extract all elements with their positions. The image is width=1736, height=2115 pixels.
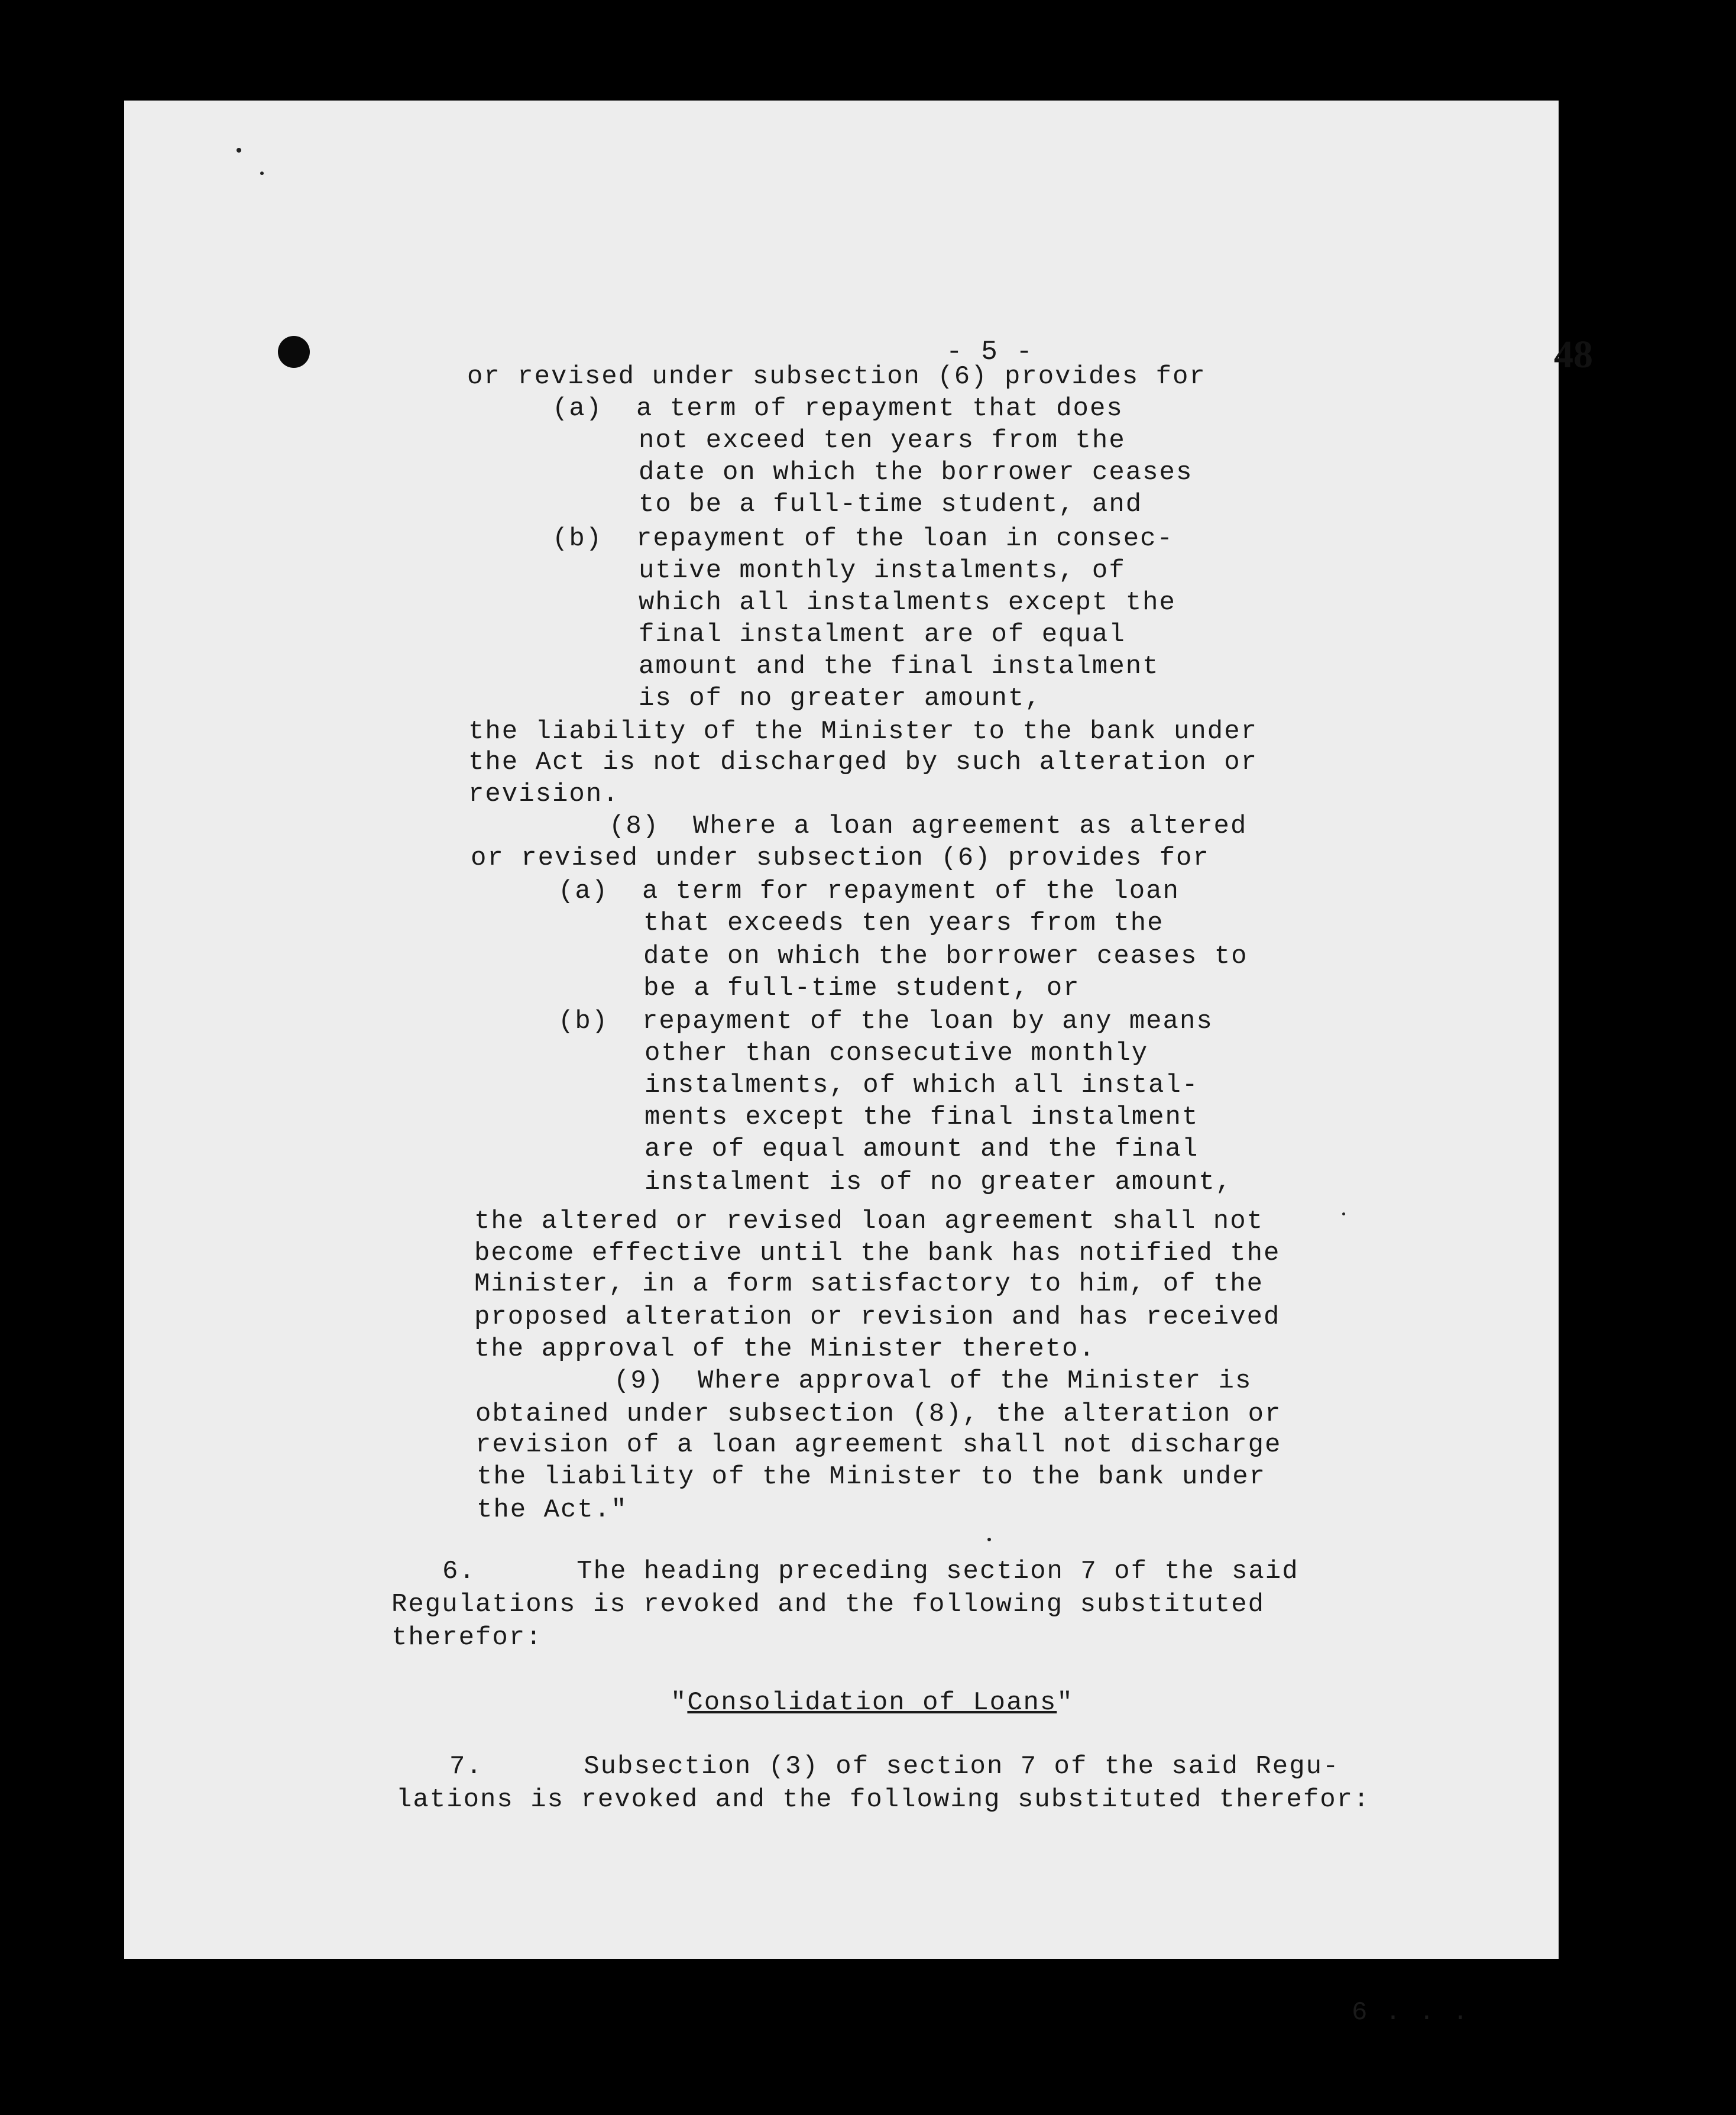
text-line: lations is revoked and the following substituted therefor: xyxy=(396,1785,1371,1815)
text-line: the Act." xyxy=(477,1495,628,1525)
folio-number: 48 xyxy=(1554,333,1593,376)
text-line: Minister, in a form satisfactory to him, of the xyxy=(474,1269,1264,1299)
text-line: (a) a term of repayment that does xyxy=(552,394,1123,423)
text-line: is of no greater amount, xyxy=(639,684,1042,713)
text-line: (b) repayment of the loan in consec- xyxy=(552,524,1174,554)
text-line: the Act is not discharged by such alteration or xyxy=(468,748,1258,777)
text-line: other than consecutive monthly xyxy=(644,1039,1149,1068)
text-line: the approval of the Minister thereto. xyxy=(474,1334,1096,1364)
text-line: or revised under subsection (6) provides for xyxy=(471,843,1210,873)
text-line: ments except the final instalment xyxy=(644,1102,1199,1132)
text-line: proposed alteration or revision and has received xyxy=(474,1302,1281,1332)
text-line: date on which the borrower ceases xyxy=(639,458,1193,487)
text-line: to be a full-time student, and xyxy=(639,490,1143,519)
text-line: amount and the final instalment xyxy=(639,652,1160,681)
text-line: revision of a loan agreement shall not discharge xyxy=(475,1430,1282,1460)
text-line: (a) a term for repayment of the loan xyxy=(558,877,1180,906)
text-line: 6. The heading preceding section 7 of the said xyxy=(442,1557,1299,1586)
text-line: final instalment are of equal xyxy=(639,620,1126,649)
text-line: that exceeds ten years from the xyxy=(643,908,1164,938)
text-line: the altered or revised loan agreement shall not xyxy=(474,1207,1264,1236)
text-line: (b) repayment of the loan by any means xyxy=(558,1007,1213,1036)
text-line: obtained under subsection (8), the alteration or xyxy=(475,1399,1282,1429)
page-number: - 5 - xyxy=(946,337,1034,367)
text-line: or revised under subsection (6) provides for xyxy=(467,362,1206,392)
text-line: utive monthly instalments, of xyxy=(639,556,1126,586)
section-heading: "Consolidation of Loans" xyxy=(671,1688,1074,1718)
text-line: date on which the borrower ceases to xyxy=(643,942,1248,971)
text-line: 7. Subsection (3) of section 7 of the said Regu- xyxy=(449,1752,1340,1781)
text-line: instalments, of which all instal- xyxy=(644,1071,1199,1100)
text-line: the liability of the Minister to the bank under xyxy=(468,717,1258,746)
text-line: Regulations is revoked and the following substituted xyxy=(391,1590,1265,1619)
text-line: the liability of the Minister to the bank under xyxy=(477,1462,1267,1492)
text-line: revision. xyxy=(468,780,620,809)
text-line: which all instalments except the xyxy=(639,588,1176,617)
text-line: be a full-time student, or xyxy=(643,974,1080,1003)
text-line: (8) Where a loan agreement as altered xyxy=(609,811,1248,841)
text-line: (9) Where approval of the Minister is xyxy=(614,1366,1252,1396)
text-line: are of equal amount and the final xyxy=(644,1134,1199,1164)
text-line: not exceed ten years from the xyxy=(639,426,1126,455)
text-line: therefor: xyxy=(391,1623,543,1652)
text-line: instalment is of no greater amount, xyxy=(644,1168,1233,1197)
continuation-marker: 6 . . . xyxy=(1352,1998,1469,2027)
text-line: become effective until the bank has notified the xyxy=(474,1238,1281,1268)
